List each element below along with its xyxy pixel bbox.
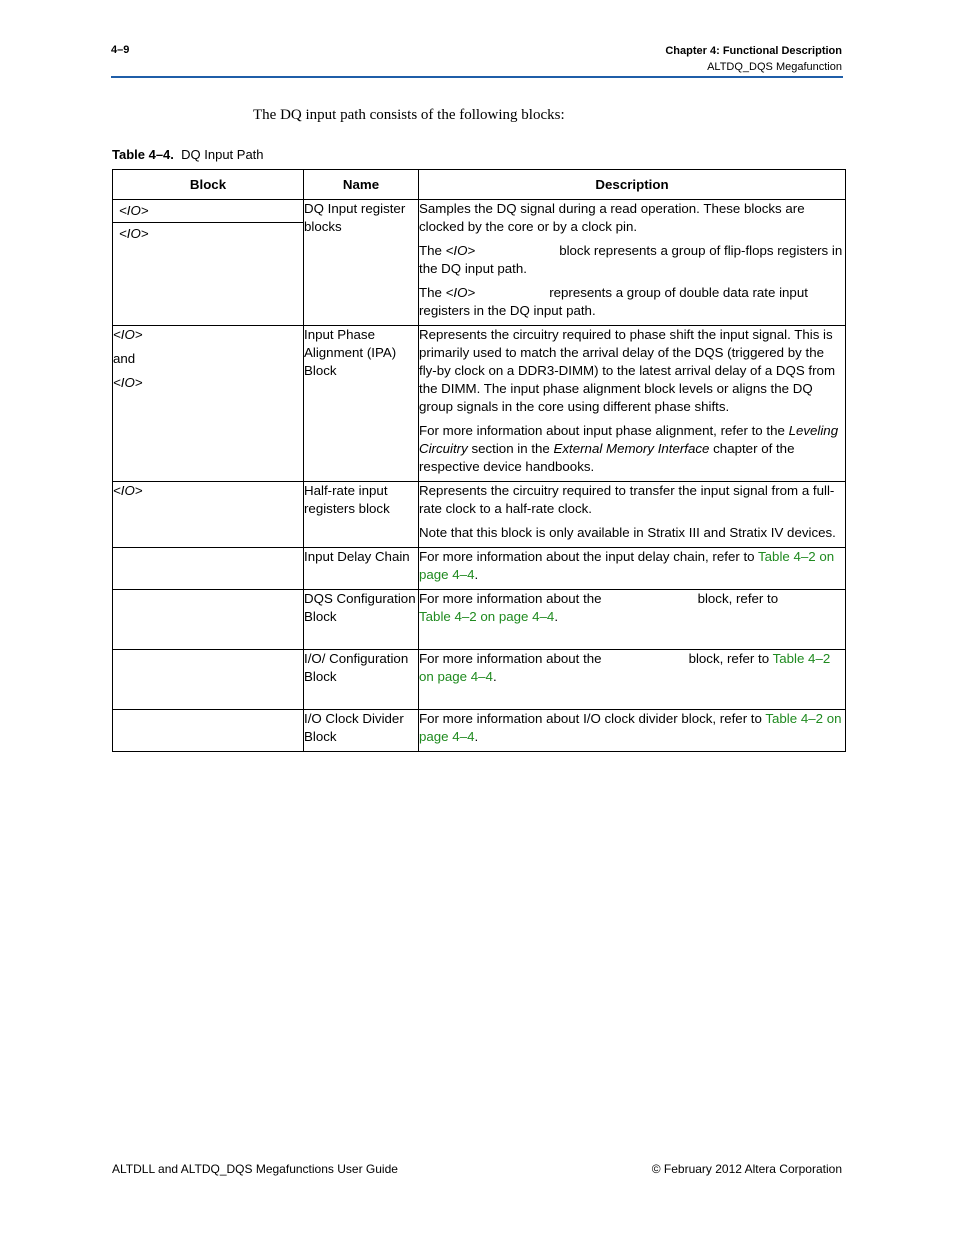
block-cell (113, 650, 304, 710)
name-cell: I/O Clock Divider Block (304, 710, 419, 752)
description-text: The <IO> block represents a group of flip-flops registers in the DQ input path. (419, 243, 843, 276)
dq-input-path-table (112, 169, 846, 752)
name-cell: DQ Input register blocks (304, 200, 419, 326)
io-ref: <IO> (445, 285, 476, 300)
description-text: The <IO> represents a group of double data rate input registers in the DQ input path. (419, 285, 808, 318)
block-io: <IO> (113, 375, 143, 390)
table-row (113, 590, 846, 650)
table-number: Table 4–4. (112, 147, 174, 162)
description-cell (419, 200, 846, 326)
name-cell: I/O/ Configuration Block (304, 650, 419, 710)
io-ref: <IO> (445, 243, 476, 258)
description-text: Samples the DQ signal during a read operation. These blocks are clocked by the core or by a clock pin. (419, 201, 805, 234)
name-cell: DQS Configuration Block (304, 590, 419, 650)
description-cell: For more information about the input delay chain, refer to Table 4–2 on page 4–4. (419, 548, 846, 590)
table-row (113, 710, 846, 752)
name-cell: Input Phase Alignment (IPA) Block (304, 326, 419, 482)
block-cell (113, 710, 304, 752)
block-cell: <IO> (113, 482, 304, 548)
chapter-title: Chapter 4: Functional Description (665, 45, 842, 57)
block-io: <IO> (113, 327, 143, 342)
description-cell (419, 482, 846, 548)
table-title: DQ Input Path (181, 147, 264, 162)
block-io: <IO> (119, 226, 149, 241)
col-header-block: Block (113, 170, 304, 200)
block-cell (113, 590, 304, 650)
table-row (113, 548, 846, 590)
table-4-2-link[interactable]: Table 4–2 on page 4–4 (419, 711, 842, 744)
page-number: 4–9 (111, 44, 130, 56)
section-title: ALTDQ_DQS Megafunction (707, 61, 842, 73)
table-4-2-link[interactable]: Table 4–2 on page 4–4 (419, 651, 831, 684)
name-cell: Input Delay Chain (304, 548, 419, 590)
table-caption (112, 147, 264, 162)
table-row (113, 326, 846, 482)
description-text: Note that this block is only available in Stratix III and Stratix IV devices. (419, 525, 836, 540)
block-cell (113, 200, 304, 326)
intro-paragraph: The DQ input path consists of the following blocks: (253, 107, 565, 123)
description-cell: For more information about the block, refer to Table 4–2 on page 4–4. (419, 590, 846, 650)
header-rule (111, 76, 843, 78)
table-4-2-link[interactable]: Table 4–2 on page 4–4 (419, 549, 835, 582)
footer-guide-title: ALTDLL and ALTDQ_DQS Megafunctions User Guide (112, 1162, 398, 1176)
description-cell: For more information about I/O clock divider block, refer to Table 4–2 on page 4–4. (419, 710, 846, 752)
block-and: and (113, 351, 136, 366)
running-header (665, 43, 842, 75)
description-cell: For more information about the block, refer to Table 4–2 on page 4–4. (419, 650, 846, 710)
block-io: <IO> (113, 200, 303, 223)
block-cell (113, 326, 304, 482)
table-header-row (113, 170, 846, 200)
table-4-2-link[interactable]: Table 4–2 on page 4–4 (419, 609, 555, 624)
description-cell (419, 326, 846, 482)
table-row (113, 482, 846, 548)
col-header-name: Name (304, 170, 419, 200)
col-header-description: Description (419, 170, 846, 200)
table-row (113, 650, 846, 710)
footer-copyright: © February 2012 Altera Corporation (651, 1162, 842, 1176)
block-cell (113, 548, 304, 590)
description-text: Represents the circuitry required to transfer the input signal from a full-rate clock to a half-rate clock. (419, 483, 835, 516)
description-text: For more information about input phase alignment, refer to the Leveling Circuitry section in the External Memory Interface chapter of the respective device handbooks. (419, 423, 839, 474)
name-cell: Half-rate input registers block (304, 482, 419, 548)
description-text: Represents the circuitry required to phase shift the input signal. This is primarily used to match the arrival delay of the DQS (triggered by the fly-by clock on a DDR3-DIMM) to the latest arrival delay of a DQS from the DIMM. The input phase alignment block levels or aligns the DQ group signals in the core using different phase shifts. (419, 327, 836, 414)
table-row (113, 200, 846, 326)
